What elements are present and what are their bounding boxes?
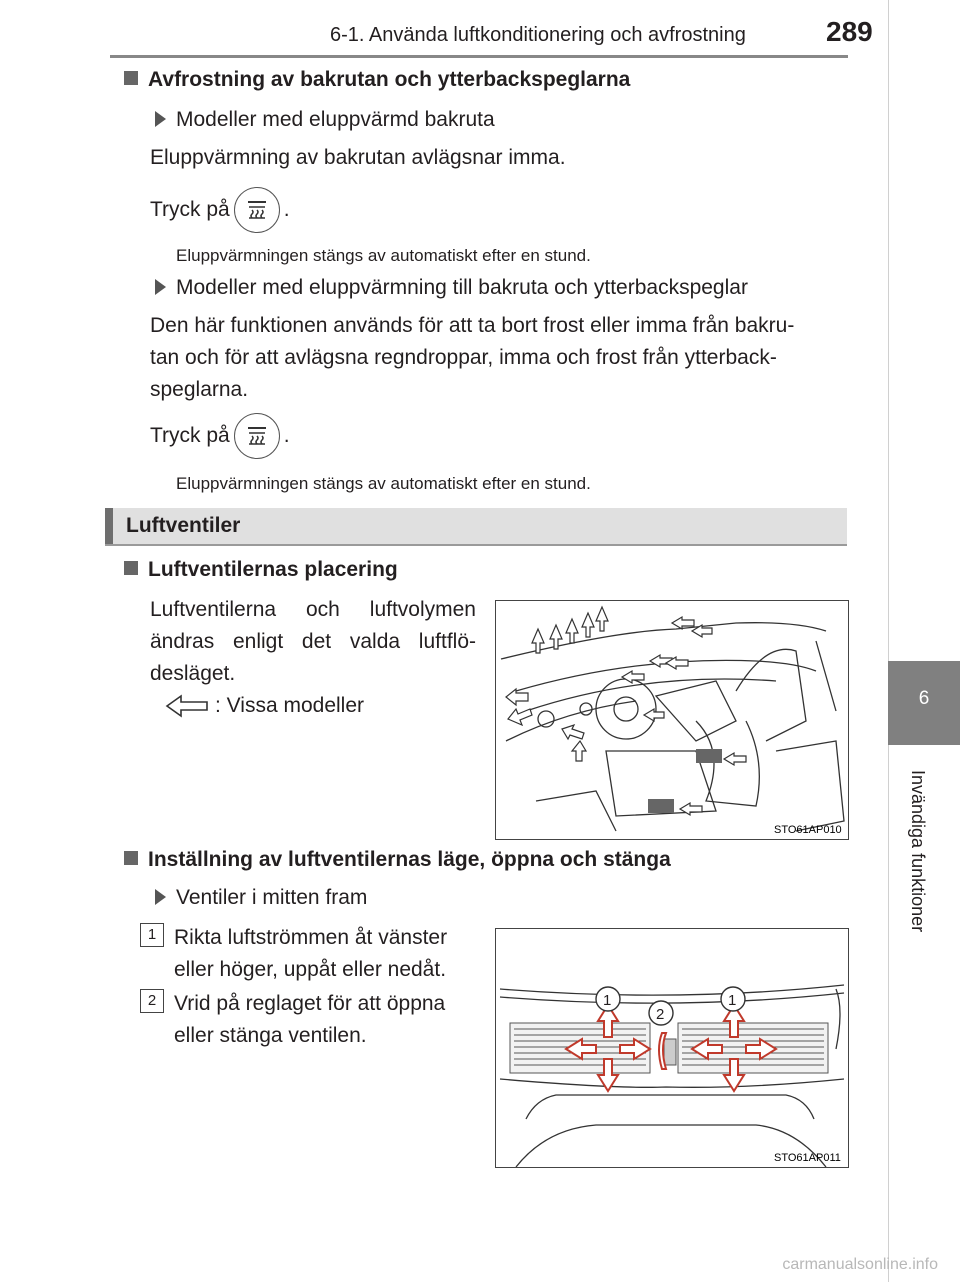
item2-line1: Vrid på reglaget för att öppna	[174, 992, 446, 1015]
defrost-heading: Avfrostning av bakrutan och ytterbackspeglarna	[124, 68, 854, 92]
chapter-number: 6	[918, 688, 930, 709]
page-number: 289	[826, 16, 873, 47]
vent-adjust-heading: Inställning av luftventilernas läge, öppna och stänga	[124, 848, 671, 872]
sub2-press-line: Tryck på .	[150, 412, 290, 460]
item2-line2: eller stänga ventilen.	[174, 1024, 367, 1047]
optional-vent-arrow-icon	[165, 693, 209, 719]
sub2-text-line3: speglarna.	[150, 378, 249, 401]
triangle-bullet-icon	[155, 889, 166, 905]
square-bullet-icon	[124, 71, 138, 85]
vent-text-line1: Luftventilerna och luftvolymen	[150, 598, 476, 621]
vent-placement-text	[150, 594, 476, 658]
item1-text	[174, 922, 447, 986]
chapter-title-text: Invändiga funktioner	[908, 770, 928, 933]
figure-code-1: STO61AP010	[774, 824, 842, 836]
figure-code-2: STO61AP011	[774, 1152, 841, 1164]
vent-text-line3: desläget.	[150, 662, 236, 685]
triangle-bullet-icon	[155, 111, 166, 127]
interior-illustration	[496, 601, 848, 839]
rear-defogger-button-icon	[234, 187, 280, 233]
item1-line2: eller höger, uppåt eller nedåt.	[174, 958, 447, 981]
sub2-title: Modeller med eluppvärmning till bakruta och ytterbackspeglar	[155, 272, 748, 304]
defrost-section	[124, 68, 854, 92]
callout-2: 2	[656, 1006, 665, 1023]
sub1-text: Eluppvärmning av bakrutan avlägsnar imma.	[150, 146, 566, 169]
sub2-note: Eluppvärmningen stängs av automatiskt efter en stund.	[176, 474, 591, 493]
section-band-rule	[105, 544, 847, 546]
chapter-title	[896, 770, 936, 970]
square-bullet-icon	[124, 851, 138, 865]
center-vents-title: Ventiler i mitten fram	[155, 882, 367, 914]
legend-row	[165, 690, 364, 722]
mirror-defogger-button-icon	[234, 413, 280, 459]
item2-text	[174, 988, 445, 1052]
square-bullet-icon	[124, 561, 138, 575]
sub2-text-line1: Den här funktionen används för att ta bort frost eller imma från bakru-	[150, 314, 795, 337]
triangle-bullet-icon	[155, 279, 166, 295]
interior-vents-figure	[495, 600, 849, 840]
item1-number: 1	[140, 923, 164, 947]
sub1-press-line: Tryck på .	[150, 186, 290, 234]
sub2-text	[150, 310, 840, 406]
center-vents-figure	[495, 928, 849, 1168]
section-band-edge	[105, 508, 113, 546]
vent-placement-heading: Luftventilernas placering	[124, 558, 398, 582]
header-rule	[110, 55, 848, 58]
callout-1-left: 1	[603, 992, 612, 1009]
section-band-title: Luftventiler	[126, 514, 241, 537]
center-vents-illustration	[496, 929, 848, 1167]
item1-line1: Rikta luftströmmen åt vänster	[174, 926, 448, 949]
vent-text-line2: ändras enligt det valda luftflö-	[150, 630, 476, 653]
item2-number: 2	[140, 989, 164, 1013]
legend-text: : Vissa modeller	[215, 694, 365, 717]
callout-1-right: 1	[728, 992, 737, 1009]
watermark: carmanualsonline.info	[782, 1256, 938, 1273]
item1-number-box	[140, 923, 164, 947]
sub1-title: Modeller med eluppvärmd bakruta	[155, 104, 495, 136]
sub2-text-line2: tan och för att avlägsna regndroppar, imma och frost från ytterback-	[150, 346, 777, 369]
item2-number-box	[140, 989, 164, 1013]
sub1-note: Eluppvärmningen stängs av automatiskt efter en stund.	[176, 246, 591, 265]
section-title: 6-1. Använda luftkonditionering och avfrostning	[330, 24, 746, 46]
side-divider	[888, 0, 889, 1282]
